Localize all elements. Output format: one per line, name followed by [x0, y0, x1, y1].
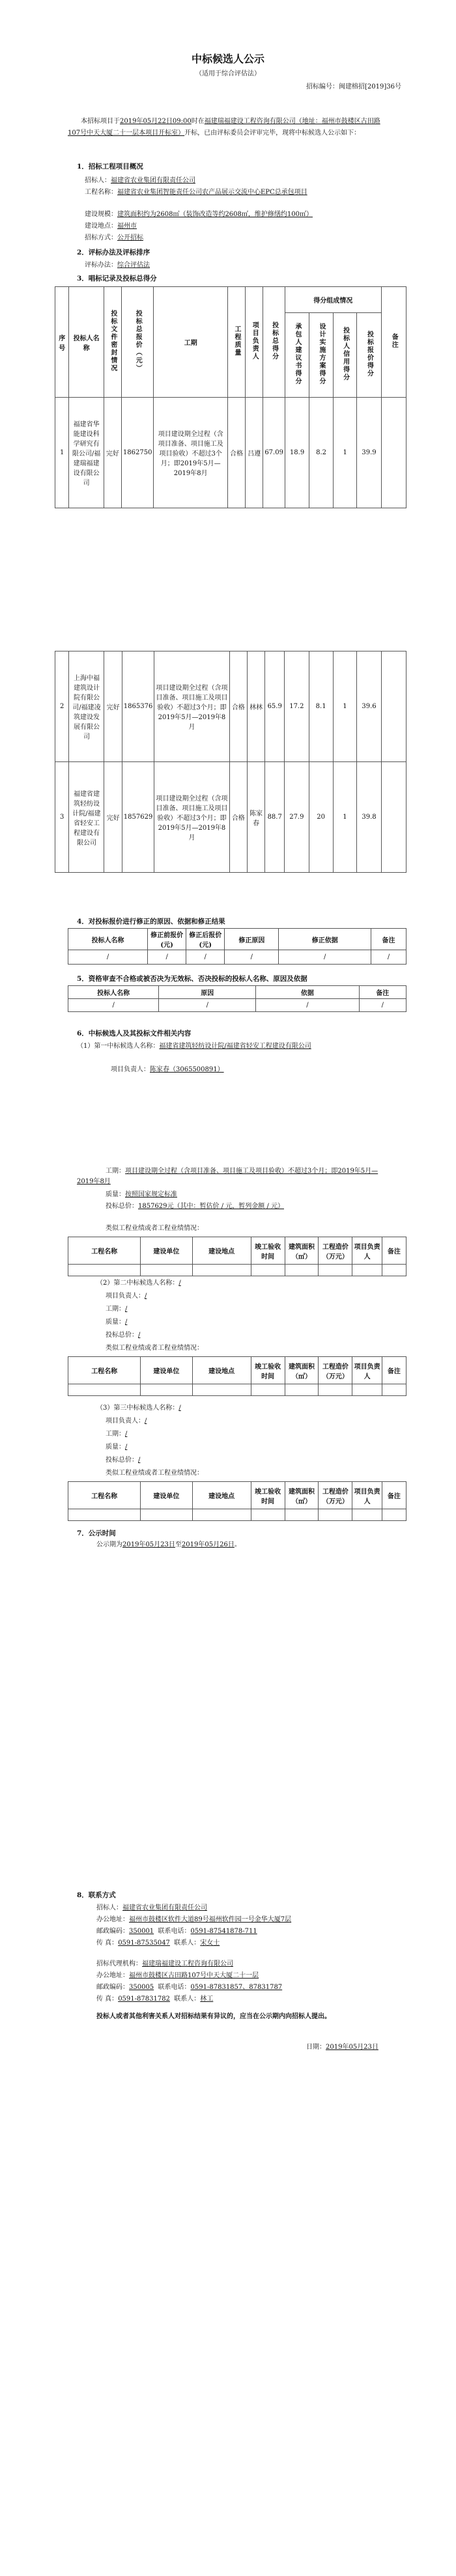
col-header: 竣工验收时间	[251, 1357, 285, 1384]
cell-design: 20	[309, 762, 333, 873]
cell-price: 1857629	[122, 762, 154, 873]
label: 联系人：	[174, 1995, 201, 2003]
first-period-line	[77, 1166, 390, 1187]
perf-intro: 类似工程业绩或者工程业绩情况：	[106, 1225, 203, 1232]
col-header: 备注	[382, 1237, 406, 1265]
contact-agent-fax-value: 0591-87831782	[118, 1995, 170, 2003]
col-header: 建筑面积（㎡）	[285, 1482, 319, 1509]
col-header: 项目负责人	[352, 1237, 382, 1265]
intro-text: 开标，已由评标委员会评审完毕，现将中标候选人公示如下：	[184, 130, 361, 137]
col-manager: 项目负责人	[246, 287, 263, 398]
contact-agent-zip: 350005	[129, 1984, 154, 1991]
label: 招标人：	[85, 177, 111, 184]
col-remark: 备注	[381, 287, 406, 398]
cell-score-total: 65.9	[265, 651, 285, 762]
col-header: 工程造价（万元）	[319, 1357, 352, 1384]
section-heading: 5．资格审查不合格或被否决为无效标、否决投标的投标人名称、原因及依据	[77, 975, 307, 983]
cell-tech: 17.2	[285, 651, 309, 762]
col-header: 建设地点	[192, 1482, 251, 1509]
table-row	[68, 999, 406, 1012]
cell-design: 8.1	[309, 651, 333, 762]
scale-value: 建筑面积约为2608㎡（装饰改造等约2608㎡，维护修缮约100㎡）	[117, 211, 313, 218]
col-bidder: 投标人名称	[69, 287, 104, 398]
second-quality-value: /	[125, 1319, 128, 1326]
col-header: 工程造价（万元）	[319, 1237, 352, 1265]
third-period-value: /	[125, 1431, 128, 1438]
contact-owner-person: 宋女士	[200, 1939, 220, 1947]
section-heading: 2．评标办法及评标排序	[77, 249, 150, 256]
second-manager-value: /	[145, 1293, 147, 1300]
table-cell: /	[148, 950, 186, 965]
label: 投标总价：	[106, 1332, 138, 1339]
cell-manager: 林林	[247, 651, 264, 762]
scale-line	[85, 210, 384, 220]
first-candidate-line	[77, 1041, 383, 1052]
owner-value: 福建省农业集团有限责任公司	[111, 177, 195, 184]
second-quality-line	[106, 1317, 127, 1328]
contact-owner-tel: 0591-87541878-711	[190, 1928, 257, 1935]
table-cell: /	[159, 999, 256, 1012]
page-title: 中标候选人公示	[191, 53, 264, 65]
col-header: 工程名称	[68, 1357, 141, 1384]
contact-owner	[96, 1903, 207, 1913]
col-header: 原因	[159, 986, 256, 999]
col-header: 备注	[382, 1482, 406, 1509]
col-header: 建设地点	[192, 1357, 251, 1384]
table-row	[68, 1509, 406, 1521]
cell-seal: 完好	[104, 651, 122, 762]
cell-remark	[381, 762, 406, 873]
label: 联系电话：	[158, 1984, 191, 1991]
contact-owner-fax-value: 0591-87535047	[118, 1939, 170, 1947]
table-cell: /	[68, 950, 148, 965]
cell-design: 8.2	[309, 398, 334, 508]
label: 工期：	[106, 1306, 125, 1313]
publicity-end: 2019年05月26日	[181, 1541, 235, 1548]
site-line	[85, 221, 137, 232]
label: 建设规模：	[85, 211, 117, 218]
cell-tech: 18.9	[285, 398, 309, 508]
method-line	[85, 233, 143, 243]
label: 公示期为	[96, 1541, 122, 1548]
col-header: 备注	[359, 986, 406, 999]
section-heading: 1．招标工程项目概况	[77, 163, 143, 171]
label: （3）第三中标候选人名称：	[96, 1404, 179, 1412]
publicity-start: 2019年05月23日	[122, 1541, 175, 1548]
cell-tech: 27.9	[285, 762, 309, 873]
cell-period: 项目建设期全过程（含项目准备、项目施工及项目验收）不超过3个月；即2019年5月—2019年8月	[154, 651, 229, 762]
label: （1）第一中标候选人名称：	[77, 1043, 160, 1050]
price-correction-table	[68, 928, 406, 965]
table-cell: /	[279, 950, 371, 965]
footer-date	[306, 2042, 378, 2053]
label: 联系人：	[174, 1939, 201, 1947]
cell-credit: 1	[333, 762, 357, 873]
label: 评标办法：	[85, 262, 117, 269]
second-price-value: /	[138, 1332, 141, 1339]
cell-pricescore: 39.8	[357, 762, 381, 873]
table-cell: /	[186, 950, 225, 965]
third-period-line	[106, 1429, 127, 1440]
section-heading: 4．对投标报价进行修正的原因、依据和修正结果	[77, 918, 225, 925]
contact-owner-address	[96, 1915, 383, 1925]
col-header: 项目负责人	[352, 1357, 382, 1384]
col-header: 投标人名称	[68, 929, 148, 950]
col-header: 工程名称	[68, 1237, 141, 1265]
cell-seal: 完好	[104, 398, 121, 508]
cell-bidder: 上海中福建筑设计院有限公司/福建凌筑建设发展有限公司	[69, 651, 104, 762]
label: 。	[234, 1541, 241, 1548]
label: 至	[175, 1541, 182, 1548]
label: 项目负责人：	[106, 1418, 145, 1425]
col-design: 设计实施方案得分	[309, 313, 334, 398]
cell-bidder: 福建省华能建设科学研究有限公司/福建瑞福建设有限公司	[69, 398, 104, 508]
first-manager-value: 陈家春（3065500891）	[150, 1066, 224, 1073]
col-header: 工程造价（万元）	[319, 1482, 352, 1509]
col-header: 修正原因	[225, 929, 279, 950]
intro-text: 本招标项目于	[81, 118, 120, 125]
col-header: 投标人名称	[68, 986, 159, 999]
method-value: 公开招标	[117, 234, 143, 241]
table-cell: /	[371, 950, 406, 965]
col-header: 依据	[256, 986, 359, 999]
second-manager-line	[106, 1291, 147, 1302]
second-candidate-line	[96, 1278, 181, 1289]
first-price-value: 1857629元（其中：暂估价 / 元，暂列金额 / 元）	[138, 1203, 284, 1210]
cell-rank: 1	[55, 398, 69, 508]
col-tech: 承包人建议书得分	[285, 313, 309, 398]
col-header: 建设单位	[141, 1357, 192, 1384]
cell-bidder: 福建省建筑轻纺设计院/福建省轻安工程建设有限公司	[69, 762, 104, 873]
bid-record-table-continued	[55, 651, 406, 873]
label: 投标总价：	[106, 1457, 138, 1464]
label: 项目负责人：	[106, 1293, 145, 1300]
cell-quality: 合格	[229, 651, 247, 762]
cell-seal: 完好	[104, 762, 122, 873]
third-manager-line	[106, 1416, 147, 1427]
cell-score-total: 67.09	[263, 398, 285, 508]
cell-remark	[381, 651, 406, 762]
label: 日期：	[306, 2044, 326, 2051]
third-candidate-line	[96, 1403, 181, 1414]
col-rank: 序号	[55, 287, 69, 398]
label: 投标总价：	[106, 1203, 138, 1210]
cell-price: 1862750	[121, 398, 154, 508]
first-candidate-name: 福建省建筑轻纺设计院/福建省轻安工程建设有限公司	[159, 1043, 311, 1050]
intro-location: 福建瑞福建设工程咨询有限公司（地址：福州市鼓楼区古田路107号中天大厦二十一层本项目开标室）	[68, 118, 380, 137]
perf-intro: 类似工程业绩或者工程业绩情况：	[106, 1470, 203, 1477]
col-credit: 投标人信用得分	[333, 313, 356, 398]
col-header: 项目负责人	[352, 1482, 382, 1509]
intro-paragraph	[68, 116, 387, 139]
col-header: 竣工验收时间	[251, 1482, 285, 1509]
site-value: 福州市	[117, 223, 137, 230]
cell-period: 项目建设期全过程（含项目准备、项目施工及项目验收）不超过3个月；即2019年5月—2019年8月	[154, 398, 227, 508]
bid-record-table	[55, 286, 406, 508]
contact-agent-value: 福建瑞福建设工程咨询有限公司	[142, 1960, 233, 1967]
col-header: 建设地点	[192, 1237, 251, 1265]
contact-owner-fax	[96, 1938, 383, 1949]
cell-price: 1865376	[122, 651, 154, 762]
contact-agent	[96, 1959, 233, 1969]
cell-pricescore: 39.9	[357, 398, 381, 508]
col-seal: 投标文件密封情况	[104, 287, 121, 398]
label: 工期：	[106, 1168, 125, 1175]
cell-credit: 1	[333, 398, 356, 508]
cell-period: 项目建设期全过程（含项目准备、项目施工及项目验收）不超过3个月；即2019年5月—2019年8月	[154, 762, 229, 873]
project-value: 福建省农业集团智能责任公司农产品展示交流中心EPC总承包项目	[117, 189, 307, 196]
cell-pricescore: 39.6	[357, 651, 381, 762]
contact-agent-fax	[96, 1994, 383, 2005]
section-heading: 3．唱标记录及投标总得分	[77, 275, 157, 282]
label: 招标方式：	[85, 234, 117, 241]
col-header: 竣工验收时间	[251, 1237, 285, 1265]
contact-agent-person: 林工	[200, 1995, 214, 2003]
third-quality-line	[106, 1442, 127, 1453]
third-price-value: /	[138, 1457, 141, 1464]
project-line	[85, 187, 384, 198]
third-manager-value: /	[145, 1418, 147, 1425]
col-header: 工程名称	[68, 1482, 141, 1509]
cell-credit: 1	[333, 651, 357, 762]
col-pricescore: 投标报价得分	[357, 313, 381, 398]
cell-rank: 3	[55, 762, 69, 873]
second-period-line	[106, 1304, 127, 1315]
objection-notice: 投标人或者其他利害关系人对招标结果有异议的，应当在公示期内向招标人提出。	[96, 2013, 331, 2020]
col-period: 工期	[154, 287, 227, 398]
label: 质量：	[106, 1191, 125, 1198]
contact-owner-value: 福建省农业集团有限责任公司	[122, 1904, 207, 1911]
contact-owner-zip: 350001	[129, 1928, 154, 1935]
table-row	[55, 762, 406, 873]
col-score-group: 得分组成情况	[285, 287, 381, 313]
cell-score-total: 88.7	[265, 762, 285, 873]
label: （2）第二中标候选人名称：	[96, 1280, 179, 1287]
second-period-value: /	[125, 1306, 128, 1313]
label: 办公地址：	[96, 1972, 129, 1979]
label: 传 真：	[96, 1939, 119, 1947]
col-quality: 工程质量	[227, 287, 245, 398]
col-price: 投标总报价（元）	[121, 287, 154, 398]
owner-line	[85, 176, 384, 186]
label: 建设地点：	[85, 223, 117, 230]
contact-agent-tel: 0591-87831857、87831787	[190, 1984, 283, 1991]
disqualified-table	[68, 985, 406, 1012]
section-heading: 7．公示时间	[77, 1529, 116, 1537]
col-header: 修正后报价(元)	[186, 929, 225, 950]
page-subtitle: （适用于综合评估法）	[195, 70, 261, 77]
second-performance-table	[68, 1356, 406, 1396]
publicity-period-line	[96, 1540, 241, 1550]
second-price-line	[106, 1330, 140, 1341]
first-period-value: 项目建设期全过程（含项目准备、项目施工及项目验收）不超过3个月；即2019年5月—2019年8月	[77, 1168, 378, 1185]
first-performance-table	[68, 1237, 406, 1276]
first-quality-line	[106, 1190, 177, 1200]
third-candidate-name: /	[178, 1404, 181, 1412]
first-price-line	[106, 1201, 379, 1212]
table-cell: /	[256, 999, 359, 1012]
table-row	[55, 651, 406, 762]
eval-method-value: 综合评估法	[117, 262, 150, 269]
label: 质量：	[106, 1319, 125, 1326]
cell-manager: 吕遵	[246, 398, 263, 508]
label: 邮政编码：	[96, 1984, 129, 1991]
third-performance-table	[68, 1481, 406, 1521]
label: 项目负责人：	[111, 1066, 150, 1073]
first-manager-line	[111, 1065, 224, 1075]
section-heading: 8．联系方式	[77, 1891, 116, 1899]
perf-intro: 类似工程业绩或者工程业绩情况：	[106, 1345, 203, 1352]
second-candidate-name: /	[178, 1280, 181, 1287]
cell-quality: 合格	[229, 762, 247, 873]
col-header: 建设单位	[141, 1482, 192, 1509]
table-row	[55, 398, 406, 508]
col-header: 备注	[382, 1357, 406, 1384]
col-header: 修正前报价(元)	[148, 929, 186, 950]
col-header: 建筑面积（㎡）	[285, 1237, 319, 1265]
cell-rank: 2	[55, 651, 69, 762]
label: 邮政编码：	[96, 1928, 129, 1935]
col-header: 建设单位	[141, 1237, 192, 1265]
label: 联系电话：	[158, 1928, 191, 1935]
label: 工期：	[106, 1431, 125, 1438]
label: 传 真：	[96, 1995, 119, 2003]
table-cell: /	[225, 950, 279, 965]
label: 办公地址：	[96, 1916, 129, 1923]
contact-owner-zip-tel	[96, 1926, 383, 1937]
document-number: 招标编号：闽建榕招[2019]36号	[306, 83, 401, 90]
label: 质量：	[106, 1444, 125, 1451]
col-header: 备注	[371, 929, 406, 950]
eval-method-line	[85, 260, 150, 271]
contact-agent-zip-tel	[96, 1982, 383, 1993]
col-score-total: 投标总得分	[263, 287, 285, 398]
footer-date-value: 2019年05月23日	[326, 2044, 378, 2051]
col-header: 修正依据	[279, 929, 371, 950]
label: 招标代理机构：	[96, 1960, 142, 1967]
table-row	[68, 1265, 406, 1276]
cell-manager: 陈家春	[247, 762, 264, 873]
label: 招标人：	[96, 1904, 122, 1911]
contact-agent-address-value: 福州市鼓楼区古田路107号中天大厦二十一层	[129, 1972, 259, 1979]
cell-remark	[381, 398, 406, 508]
first-quality-value: 按照国家规定标准	[125, 1191, 177, 1198]
table-row	[68, 950, 406, 965]
third-quality-value: /	[125, 1444, 128, 1451]
third-price-line	[106, 1455, 140, 1466]
cell-quality: 合格	[227, 398, 245, 508]
label: 工程名称：	[85, 189, 117, 196]
intro-date: 2019年05月22日09:00	[120, 118, 192, 125]
table-cell: /	[359, 999, 406, 1012]
col-header: 建筑面积（㎡）	[285, 1357, 319, 1384]
contact-owner-address-value: 福州市鼓楼区软件大道89号福州软件园一号金华大厦7层	[129, 1916, 292, 1923]
contact-agent-address	[96, 1971, 383, 1981]
section-heading: 6．中标候选人及其投标文件相关内容	[77, 1030, 192, 1037]
intro-text: 时在	[191, 118, 205, 125]
table-cell: /	[68, 999, 159, 1012]
table-row	[68, 1384, 406, 1396]
